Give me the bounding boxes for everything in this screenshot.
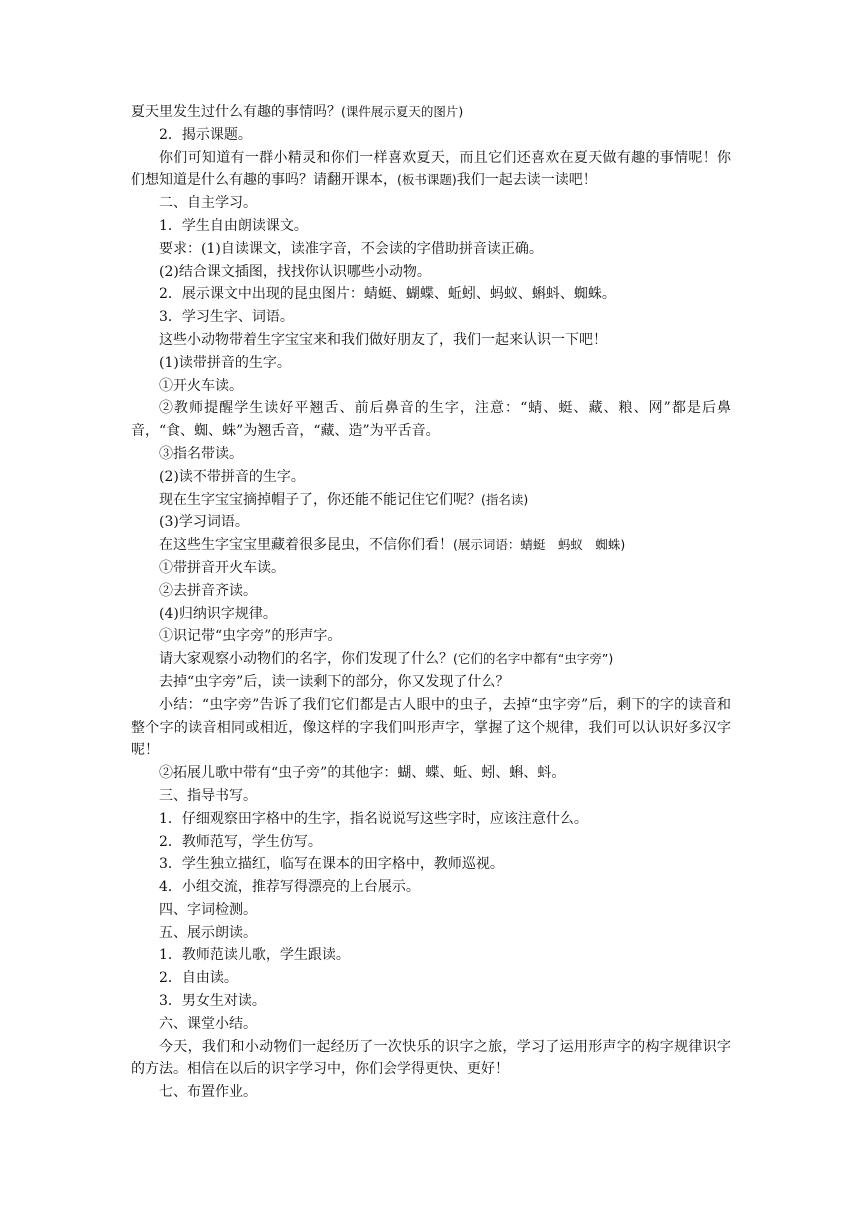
paragraph-text: ①识记带“虫字旁”的形声字。 xyxy=(159,628,342,645)
paragraph xyxy=(131,489,731,512)
teacher-note: (它们的名字中都有“虫字旁”) xyxy=(453,651,614,667)
paragraph-text: 四、字词检测。 xyxy=(159,901,257,918)
lesson-plan-body xyxy=(131,101,731,1104)
paragraph xyxy=(131,876,731,899)
paragraph xyxy=(131,671,731,694)
paragraph xyxy=(131,1013,731,1036)
paragraph-text: 小结：“虫字旁”告诉了我们它们都是古人眼中的虫子，去掉“虫字旁”后，剩下的字的读音和整个字的读音相同或相近，像这样的字我们叫形声字，掌握了这个规律，我们可以认识好多汉字呢！ xyxy=(131,696,731,759)
paragraph xyxy=(131,853,731,876)
paragraph xyxy=(131,238,731,261)
teacher-note: (课件展示夏天的图片) xyxy=(341,104,464,119)
paragraph xyxy=(131,124,731,147)
paragraph-text: (1)读带拼音的生字。 xyxy=(159,354,291,371)
teacher-note: (指名读) xyxy=(481,491,529,507)
paragraph xyxy=(131,808,731,831)
paragraph xyxy=(131,329,731,352)
paragraph-text: 1．学生自由朗读课文。 xyxy=(159,217,308,234)
paragraph-text: 3．男女生对读。 xyxy=(159,993,266,1010)
paragraph-text: 2．揭示课题。 xyxy=(159,126,252,143)
paragraph xyxy=(131,352,731,375)
paragraph-text-after: 我们一起去读一读吧！ xyxy=(456,172,597,189)
paragraph-text: ②去拼音齐读。 xyxy=(159,582,257,599)
paragraph xyxy=(131,147,731,193)
paragraph xyxy=(131,625,731,648)
paragraph-text: 4．小组交流，推荐写得漂亮的上台展示。 xyxy=(159,879,420,896)
paragraph xyxy=(131,466,731,489)
paragraph xyxy=(131,306,731,329)
paragraph-text: 现在生字宝宝摘掉帽子了，你还能不能记住它们呢？ xyxy=(159,491,481,508)
paragraph xyxy=(131,922,731,945)
paragraph-text: (3)学习词语。 xyxy=(159,514,249,531)
paragraph xyxy=(131,375,731,398)
paragraph-text: 3．学生独立描红，临写在课本的田字格中，教师巡视。 xyxy=(159,856,504,873)
paragraph xyxy=(131,557,731,580)
paragraph-text: 2．教师范写，学生仿写。 xyxy=(159,833,322,850)
paragraph xyxy=(131,831,731,854)
paragraph xyxy=(131,899,731,922)
paragraph xyxy=(131,648,731,671)
paragraph-text: (2)读不带拼音的生字。 xyxy=(159,468,305,485)
paragraph-text: 去掉“虫字旁”后，读一读剩下的部分，你又发现了什么？ xyxy=(159,673,510,690)
paragraph xyxy=(131,534,731,557)
paragraph-text: ②拓展儿歌中带有“虫子旁”的其他字：蝴、蝶、蚯、蚓、蝌、蚪。 xyxy=(159,765,566,782)
paragraph-text: 这些小动物带着生字宝宝来和我们做好朋友了，我们一起来认识一下吧！ xyxy=(159,331,607,348)
paragraph-text: 你们可知道有一群小精灵和你们一样喜欢夏天，而且它们还喜欢在夏天做有趣的事情呢！你们想知道是什么有趣的事吗？请翻开课本， xyxy=(131,149,731,189)
paragraph-text: ①带拼音开火车读。 xyxy=(159,559,285,576)
paragraph-text: 三、指导书写。 xyxy=(159,787,257,804)
paragraph xyxy=(131,580,731,603)
paragraph xyxy=(131,261,731,284)
paragraph-text: 2．自由读。 xyxy=(159,970,238,987)
paragraph xyxy=(131,944,731,967)
paragraph xyxy=(131,967,731,990)
paragraph xyxy=(131,192,731,215)
paragraph xyxy=(131,397,731,443)
paragraph-text: 要求：(1)自读课文，读准字音，不会读的字借助拼音读正确。 xyxy=(159,240,543,257)
paragraph-text: 1．教师范读儿歌，学生跟读。 xyxy=(159,947,350,964)
teacher-note: (板书课题) xyxy=(397,172,457,188)
paragraph xyxy=(131,443,731,466)
paragraph xyxy=(131,101,731,124)
paragraph-text: 3．学习生字、词语。 xyxy=(159,309,294,326)
paragraph-text: 请大家观察小动物们的名字，你们发现了什么？ xyxy=(159,651,453,668)
paragraph-text: 六、课堂小结。 xyxy=(159,1015,257,1032)
teacher-note: (展示词语：蜻蜓 蚂蚁 蜘蛛) xyxy=(453,537,626,553)
paragraph xyxy=(131,1036,731,1082)
paragraph-text: 今天，我们和小动物们一起经历了一次快乐的识字之旅，学习了运用形声字的构字规律识字的方法。相信在以后的识字学习中，你们会学得更快、更好！ xyxy=(131,1038,731,1078)
paragraph xyxy=(131,1081,731,1104)
paragraph-text: 在这些生字宝宝里藏着很多昆虫，不信你们看！ xyxy=(159,537,453,554)
paragraph xyxy=(131,283,731,306)
paragraph xyxy=(131,785,731,808)
paragraph-text: ①开火车读。 xyxy=(159,377,243,394)
paragraph xyxy=(131,762,731,785)
paragraph-text: ②教师提醒学生读好平翘舌、前后鼻音的生字，注意：“蜻、蜓、藏、粮、网”都是后鼻音，“食、蜘、蛛”为翘舌音，“藏、造”为平舌音。 xyxy=(131,400,731,440)
paragraph xyxy=(131,511,731,534)
paragraph-text: 二、自主学习。 xyxy=(159,195,257,212)
paragraph-text: ③指名带读。 xyxy=(159,445,243,462)
paragraph-text: 2．展示课文中出现的昆虫图片：蜻蜓、蝴蝶、蚯蚓、蚂蚁、蝌蚪、蜘蛛。 xyxy=(159,286,616,303)
paragraph-text: 1．仔细观察田字格中的生字，指名说说写这些字时，应该注意什么。 xyxy=(159,810,588,827)
paragraph-text: (2)结合课文插图，找找你认识哪些小动物。 xyxy=(159,263,431,280)
paragraph xyxy=(131,215,731,238)
paragraph xyxy=(131,990,731,1013)
paragraph-text: (4)归纳识字规律。 xyxy=(159,605,277,622)
paragraph xyxy=(131,603,731,626)
paragraph xyxy=(131,694,731,762)
paragraph-text: 七、布置作业。 xyxy=(159,1084,257,1101)
paragraph-text: 夏天里发生过什么有趣的事情吗？ xyxy=(131,104,341,120)
paragraph-text: 五、展示朗读。 xyxy=(159,924,257,941)
